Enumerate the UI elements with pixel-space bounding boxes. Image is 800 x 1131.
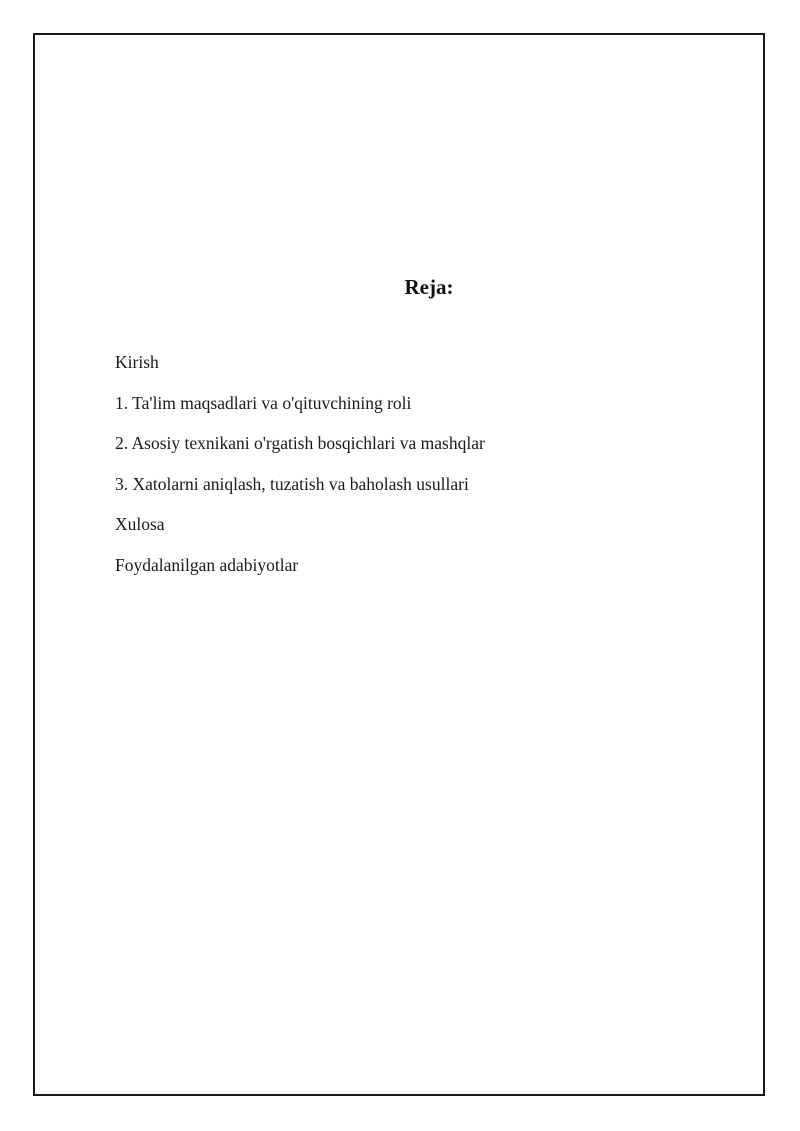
toc-item-conclusion: Xulosa	[115, 514, 165, 535]
page-title: Reja:	[404, 275, 454, 299]
toc-item-2: 2. Asosiy texnikani o'rgatish bosqichlari va mashqlar	[115, 433, 485, 454]
table-of-contents	[115, 348, 485, 592]
toc-item-introduction: Kirish	[115, 352, 159, 372]
toc-item-1: 1. Ta'lim maqsadlari va o'qituvchining roli	[115, 392, 412, 413]
toc-item-3: 3. Xatolarni aniqlash, tuzatish va baholash usullari	[115, 473, 469, 494]
toc-item-references: Foydalanilgan adabiyotlar	[115, 554, 299, 575]
